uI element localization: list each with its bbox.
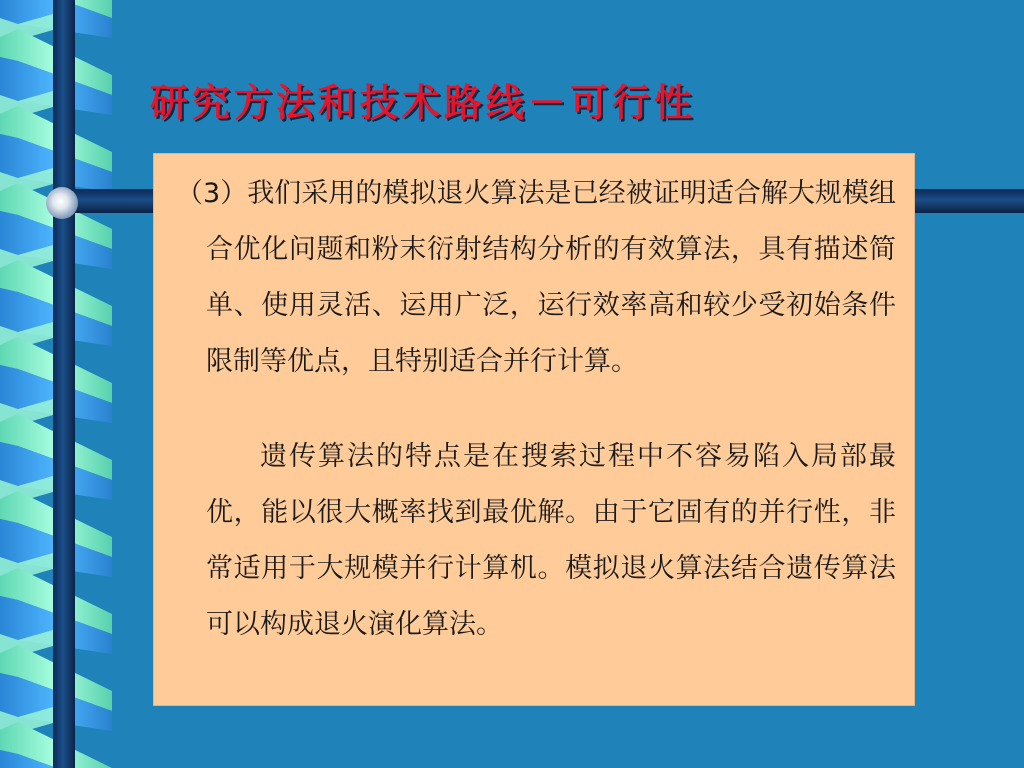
paragraph-2: 遗传算法的特点是在搜索过程中不容易陷入局部最优，能以很大概率找到最优解。由于它固有的并行性，非常适用于大规模并行计算机。模拟退火算法结合遗传算法可以构成退火演化算法。	[206, 441, 896, 640]
slide-title: 研究方法和技术路线－可行性	[150, 80, 697, 125]
vertical-rod	[53, 0, 75, 768]
content-box	[153, 153, 915, 706]
paragraph-1-text: 我们采用的模拟退火算法是已经被证明适合解大规模组合优化问题和粉末衍射结构分析的有效算法，具有描述简单、使用灵活、运用广泛，运行效率高和较少受初始条件限制等优点，且特别适合并行计算。	[206, 178, 896, 377]
paragraph-1	[176, 166, 896, 390]
rod-knob	[46, 187, 78, 219]
paragraph-1-number: （3）	[176, 178, 248, 209]
